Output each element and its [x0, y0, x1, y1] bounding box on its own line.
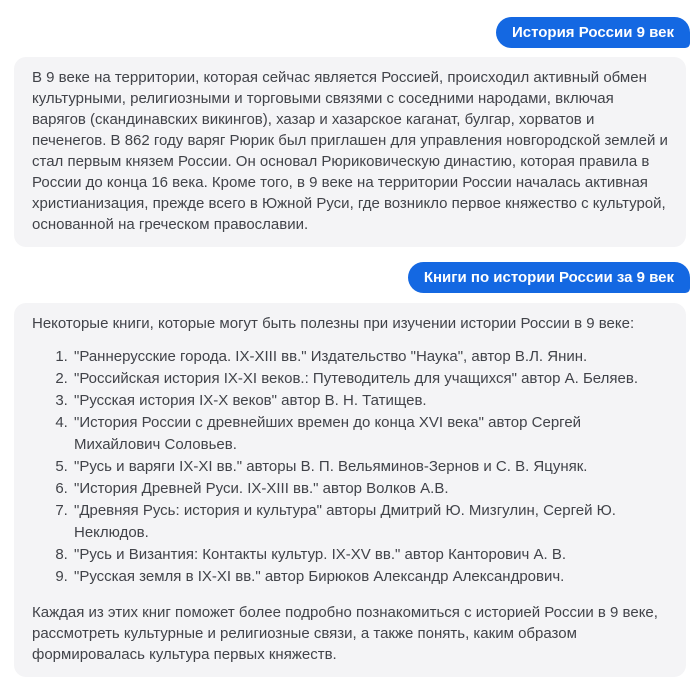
- book-list-intro: Некоторые книги, которые могут быть полезны при изучении истории России в 9 веке:: [32, 315, 635, 332]
- book-list-item: 8. "Русь и Византия: Контакты культур. IX-XV вв." автор Канторович А. В.: [72, 544, 668, 566]
- user-message-row: [14, 17, 690, 48]
- assistant-paragraph: В 9 веке на территории, которая сейчас является Россией, происходил активный обмен культурными, религиозными и торговыми связями с соседними народами, включая варягов (скандинавских викингов), хазар и хазарское каганат, булгар, хорватов и печенегов. В 862 году варяг Рюрик был приглашен для управления новгородской землей и стал первым князем России. Он основал Рюриковическую династию, которая правила в России до конца 16 века. Кроме того, в 9 веке на территории России началась активная христианизация, прежде всего в Южной Руси, где возникло первое княжество с культурой, основанной на греческом православии.: [32, 69, 668, 233]
- book-list-item: 3. "Русская история IX-X веков" автор В. Н. Татищев.: [72, 390, 668, 412]
- user-message-bubble-2[interactable]: Книги по истории России за 9 век: [408, 262, 690, 293]
- spacer: [0, 293, 700, 303]
- spacer: [0, 247, 700, 262]
- assistant-message-bubble-2: [14, 303, 686, 677]
- book-list-item: 1. "Раннерусские города. IX-XIII вв." Издательство "Наука", автор В.Л. Янин.: [72, 346, 668, 368]
- book-list-item: 9. "Русская земля в IX-XI вв." автор Бирюков Александр Александрович.: [72, 566, 668, 588]
- user-message-bubble-1[interactable]: История России 9 век: [496, 17, 690, 48]
- book-list-item: 6. "История Древней Руси. IX-XIII вв." автор Волков А.В.: [72, 478, 668, 500]
- book-list-item: 7. "Древняя Русь: история и культура" авторы Дмитрий Ю. Мизгулин, Сергей Ю. Неклюдов.: [72, 500, 668, 544]
- book-list: [32, 346, 668, 588]
- book-list-outro: Каждая из этих книг поможет более подробно познакомиться с историей России в 9 веке, рассмотреть культурные и религиозные связи, а также понять, каким образом формировалась культура первых княжеств.: [32, 604, 658, 663]
- user-message-row: [14, 262, 690, 293]
- book-list-item: 2. "Российская история IX-XI веков.: Путеводитель для учащихся" автор А. Беляев.: [72, 368, 668, 390]
- spacer: [0, 48, 700, 57]
- assistant-message-bubble-1: [14, 57, 686, 247]
- book-list-item: 5. "Русь и варяги IX-XI вв." авторы В. П. Вельяминов-Зернов и С. В. Яцуняк.: [72, 456, 668, 478]
- assistant-message-row: [14, 57, 686, 247]
- book-list-item: 4. "История России с древнейших времен до конца XVI века" автор Сергей Михайлович Соловьев.: [72, 412, 668, 456]
- assistant-message-row: [14, 303, 686, 677]
